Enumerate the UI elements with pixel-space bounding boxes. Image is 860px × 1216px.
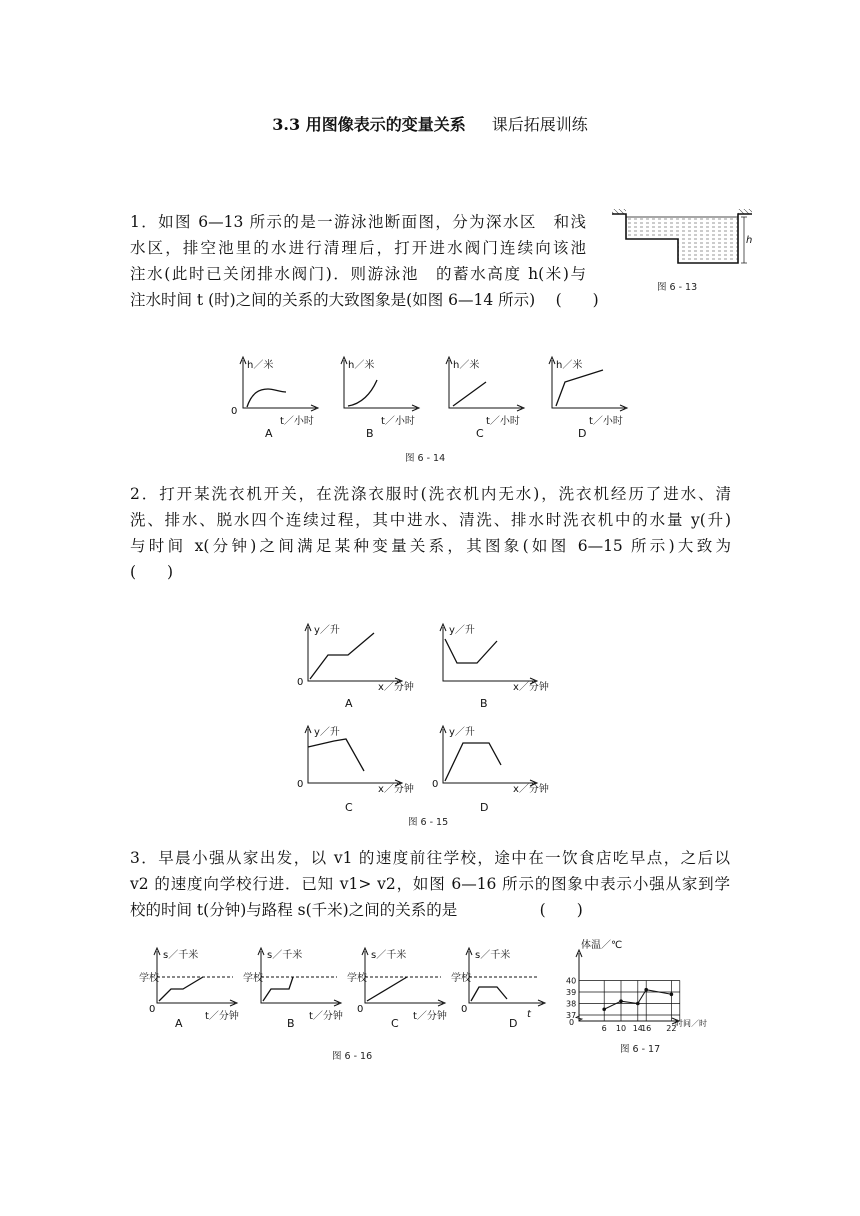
- title-main: 3.3 用图像表示的变量关系: [272, 115, 466, 134]
- graph-14-a: [231, 357, 318, 440]
- curve: [159, 977, 203, 1001]
- school-label: 学校: [451, 973, 471, 984]
- x-tick-label: 6: [601, 1024, 607, 1033]
- option-label: D: [480, 801, 489, 814]
- x-axis-label: t／分钟: [309, 1011, 343, 1022]
- x-tick-label: 10: [615, 1024, 627, 1033]
- page-title: [0, 112, 860, 135]
- school-label: 学校: [243, 973, 263, 984]
- graph-16-a: [139, 948, 239, 1030]
- x-axis-label: t: [527, 1009, 531, 1020]
- fig16-caption: 图 6 - 16: [332, 1051, 373, 1062]
- option-label: C: [391, 1017, 399, 1030]
- x-axis-label: t／小时: [589, 416, 623, 427]
- q2-line: ( ): [130, 563, 174, 581]
- y-axis-label: y／升: [449, 727, 475, 738]
- option-label: C: [476, 427, 484, 440]
- x-tick-label: 14: [632, 1024, 643, 1033]
- fig13-caption: 图 6 - 13: [657, 282, 698, 293]
- graph-16-c: [347, 948, 447, 1030]
- chart-x-ticks: [602, 1024, 677, 1033]
- q3-line: 校的时间 t(分钟)与路程 s(千米)之间的关系的是 ( ): [130, 901, 583, 919]
- option-label: C: [345, 801, 353, 814]
- chart-origin: 0: [569, 1018, 575, 1027]
- option-label: B: [287, 1017, 295, 1030]
- graph-14-b: [341, 357, 419, 440]
- origin-label: 0: [461, 1004, 468, 1015]
- curve: [310, 633, 374, 679]
- x-tick-label: 16: [641, 1024, 652, 1033]
- y-tick-label: 38: [566, 999, 577, 1009]
- q1-line: 注水(此时已关闭排水阀门)．则游泳池 的蓄水高度 h(米)与: [130, 265, 586, 283]
- curve: [247, 389, 286, 407]
- origin-label: 0: [432, 779, 439, 790]
- x-axis-label: t／小时: [486, 416, 520, 427]
- origin-label: 0: [149, 1004, 156, 1015]
- data-point: [636, 1002, 640, 1006]
- question-3: [130, 845, 730, 923]
- fig17-caption: 图 6 - 17: [620, 1044, 661, 1055]
- option-label: B: [480, 697, 488, 710]
- curve: [445, 743, 501, 781]
- q2-line: 洗、排水、脱水四个连续过程，其中进水、清洗、排水时洗衣机中的水量 y(升): [130, 511, 731, 529]
- origin-label: 0: [231, 406, 238, 417]
- school-label: 学校: [139, 973, 159, 984]
- figure-6-15: [290, 615, 580, 830]
- x-tick-label: 22: [666, 1024, 677, 1033]
- q3-line: 3．早晨小强从家出发，以 v1 的速度前往学校，途中在一饮食店吃早点，之后以: [130, 849, 730, 867]
- chart-y-label: 体温／℃: [581, 940, 623, 951]
- origin-label: 0: [297, 677, 304, 688]
- q1-line: 1．如图 6—13 所示的是一游泳池断面图，分为深水区 和浅: [130, 213, 586, 231]
- option-label: D: [509, 1017, 518, 1030]
- x-axis-label: x／分钟: [513, 682, 549, 693]
- curve: [453, 382, 486, 406]
- fig13-h-label: h: [746, 235, 753, 246]
- y-axis-label: y／升: [314, 727, 340, 738]
- option-label: A: [175, 1017, 183, 1030]
- y-axis-label: h／米: [453, 360, 480, 371]
- figure-6-16: [135, 945, 555, 1065]
- y-axis-label: s／千米: [163, 950, 199, 961]
- origin-label: 0: [357, 1004, 364, 1015]
- curve: [308, 739, 364, 771]
- question-1: [130, 209, 599, 313]
- y-axis-label: y／升: [314, 625, 340, 636]
- graph-15-c: [297, 725, 414, 814]
- option-label: A: [345, 697, 353, 710]
- data-point: [644, 988, 648, 992]
- graph-16-d: [451, 948, 545, 1030]
- question-2: [130, 481, 731, 585]
- origin-label: 0: [297, 779, 304, 790]
- x-axis-label: x／分钟: [513, 784, 549, 795]
- curve: [348, 380, 377, 406]
- figure-6-14: [225, 352, 625, 467]
- chart-x-label: 时间／时: [675, 1019, 707, 1028]
- title-sub: 课后拓展训练: [491, 115, 588, 134]
- figure-6-13: [610, 205, 760, 300]
- x-axis-label: t／分钟: [413, 1011, 447, 1022]
- chart-grid: [576, 950, 680, 1024]
- y-axis-label: s／千米: [267, 950, 303, 961]
- curve: [263, 977, 293, 1001]
- chart-axes: [579, 953, 677, 1021]
- curve: [445, 639, 497, 663]
- y-tick-label: 37: [566, 1011, 577, 1020]
- curve: [471, 987, 507, 1001]
- y-axis-label: y／升: [449, 625, 475, 636]
- curve: [556, 370, 603, 406]
- data-point: [602, 1007, 606, 1011]
- q2-line: 2．打开某洗衣机开关，在洗涤衣服时(洗衣机内无水)，洗衣机经历了进水、清: [130, 485, 731, 503]
- x-axis-label: x／分钟: [378, 682, 414, 693]
- graph-15-d: [432, 725, 549, 814]
- q1-line: 水区，排空池里的水进行清理后，打开进水阀门连续向该池: [130, 239, 586, 257]
- graph-14-d: [549, 357, 627, 440]
- water-fill: [626, 217, 738, 263]
- graph-15-a: [297, 623, 414, 710]
- q2-line: 与时间 x(分钟)之间满足某种变量关系，其图象(如图 6—15 所示)大致为: [130, 537, 731, 555]
- y-axis-label: h／米: [348, 360, 375, 371]
- x-axis-label: x／分钟: [378, 784, 414, 795]
- x-axis-label: t／小时: [280, 416, 314, 427]
- figure-6-17: [565, 937, 740, 1062]
- chart-y-ticks: [566, 977, 576, 1021]
- x-axis-label: t／小时: [381, 416, 415, 427]
- q3-line: v2 的速度向学校行进．已知 v1> v2，如图 6—16 所示的图象中表示小强从家到学: [130, 875, 730, 893]
- y-axis-label: h／米: [247, 360, 274, 371]
- graph-16-b: [243, 948, 343, 1030]
- y-tick-label: 39: [566, 988, 577, 997]
- data-point: [670, 993, 674, 997]
- option-label: B: [366, 427, 374, 440]
- curve: [367, 977, 407, 1001]
- graph-15-b: [440, 623, 549, 710]
- x-axis-label: t／分钟: [205, 1011, 239, 1022]
- graph-14-c: [446, 357, 524, 440]
- y-tick-label: 40: [566, 976, 577, 986]
- option-label: A: [265, 427, 273, 440]
- fig15-caption: 图 6 - 15: [408, 817, 449, 828]
- data-point: [619, 999, 623, 1003]
- y-axis-label: s／千米: [371, 950, 407, 961]
- y-axis-label: s／千米: [475, 950, 511, 961]
- y-axis-label: h／米: [556, 360, 583, 371]
- school-label: 学校: [347, 973, 367, 984]
- fig14-caption: 图 6 - 14: [405, 453, 446, 464]
- q1-line: 注水时间 t (时)之间的关系的大致图象是(如图 6—14 所示) ( ): [130, 291, 599, 309]
- option-label: D: [578, 427, 587, 440]
